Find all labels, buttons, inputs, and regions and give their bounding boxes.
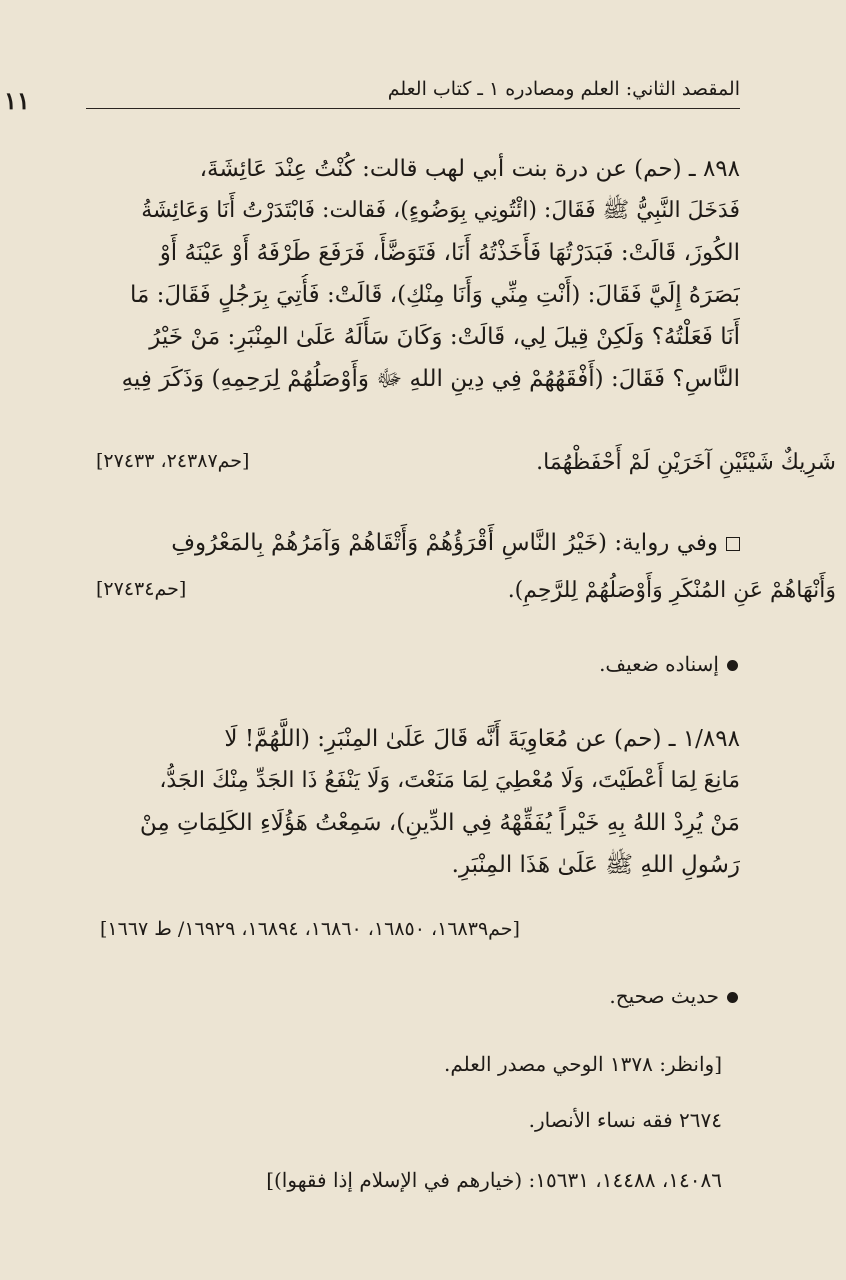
hadith-898-line: فَدَخَلَ النَّبِيُّ ﷺ فَقَالَ: (ائْتُونِي بِوَضُوءٍ)، فَقالت: فَابْتَدَرْتُ أَنَا وَعَائِشَةُ (141, 198, 740, 223)
riwaya-block (100, 522, 740, 564)
hadith-898 (100, 148, 740, 400)
hadith-898-1-line: رَسُولِ اللهِ ﷺ عَلَىٰ هَذَا المِنْبَرِ. (451, 852, 740, 878)
hadith-898-1 (100, 718, 740, 886)
hadith-898-reference: [حم٢٤٣٨٧، ٢٧٤٣٣] (96, 450, 250, 472)
hadith-898-line: أَنَا فَعَلْتُهُ؟ وَلَكِنْ قِيلَ لِي، قَالَتْ: وَكَانَ سَأَلَهُ عَلَىٰ المِنْبَرِ: مَنْ خَيْرُ (149, 324, 740, 350)
running-header (86, 74, 740, 109)
hadith-898-line: الكُوزَ، قَالَتْ: فَبَدَرْتُهَا فَأَخَذْتُهُ أَنَا، فَتَوَضَّأَ، فَرَفَعَ طَرْفَهُ أَوْ عَيْنَهُ أَوْ (159, 240, 740, 266)
hadith-898-1-line: مَنْ يُرِدْ اللهُ بِهِ خَيْراً يُفَقِّهْهُ فِي الدِّينِ)، سَمِعْتُ هَؤُلَاءِ الكَلِمَاتِ مِنْ (139, 810, 740, 836)
hadith-898-line: شَرِيكٌ شَيْئَيْنِ آخَرَيْنِ لَمْ أَحْفَظْهُمَا. (536, 450, 836, 475)
see-also-line-1: [وانظر: ١٣٧٨ الوحي مصدر العلم. (444, 1052, 722, 1076)
hadith-898-1-reference: [حم١٦٨٣٩، ١٦٨٥٠، ١٦٨٦٠، ١٦٨٩٤، ١٦٩٢٩/ ط ١٦٦٧] (100, 918, 520, 940)
page-number: ١١ (4, 86, 30, 115)
bullet-icon (727, 660, 738, 671)
square-marker-icon (726, 537, 740, 551)
riwaya-reference: [حم٢٧٤٣٤] (96, 578, 187, 600)
riwaya-line: وفي رواية: (خَيْرُ النَّاسِ أَقْرَؤُهُمْ وَأَتْقَاهُمْ وَآمَرُهُمْ بِالمَعْرُوفِ (171, 530, 718, 556)
bullet-icon (727, 992, 738, 1003)
grade-weak (599, 652, 738, 676)
hadith-898-line: بَصَرَهُ إِلَيَّ فَقَالَ: (أَنْتِ مِنِّي وَأَنَا مِنْكِ)، قَالَتْ: فَأُتِيَ بِرَجُلٍ فَقَالَ: مَا (130, 282, 740, 308)
grade-sahih-text: حديث صحيح. (609, 984, 719, 1008)
hadith-898-1-line: مَانِعَ لِمَا أَعْطَيْتَ، وَلَا مُعْطِيَ لِمَا مَنَعْتَ، وَلَا يَنْفَعُ ذَا الجَدِّ مِنْكَ الجَدُّ، (159, 768, 740, 793)
grade-weak-text: إسناده ضعيف. (599, 652, 719, 676)
see-also-line-3: ١٤٠٨٦، ١٤٤٨٨، ١٥٦٣١: (خيارهم في الإسلام إذا فقهوا)] (266, 1168, 722, 1192)
hadith-898-line: النَّاسِ؟ فَقَالَ: (أَفْقَهُهُمْ فِي دِينِ اللهِ ﷻ وَأَوْصَلُهُمْ لِرَحِمِهِ) وَذَكَرَ فِيهِ (121, 366, 740, 392)
hadith-898-line: ٨٩٨ ـ (حم) عن درة بنت أبي لهب قالت: كُنْتُ عِنْدَ عَائِشَةَ، (199, 156, 740, 182)
header-title: المقصد الثاني: العلم ومصادره ١ ـ كتاب العلم (387, 78, 740, 100)
hadith-898-1-line: ١/٨٩٨ ـ (حم) عن مُعَاوِيَةَ أَنَّه قَالَ عَلَىٰ المِنْبَرِ: (اللَّهُمَّ! لَا (224, 726, 740, 752)
grade-sahih (609, 984, 738, 1008)
see-also-line-2: ٢٦٧٤ فقه نساء الأنصار. (528, 1108, 722, 1132)
riwaya-line: وَأَنْهَاهُمْ عَنِ المُنْكَرِ وَأَوْصَلُهُمْ لِلرَّحِمِ). (507, 578, 836, 603)
